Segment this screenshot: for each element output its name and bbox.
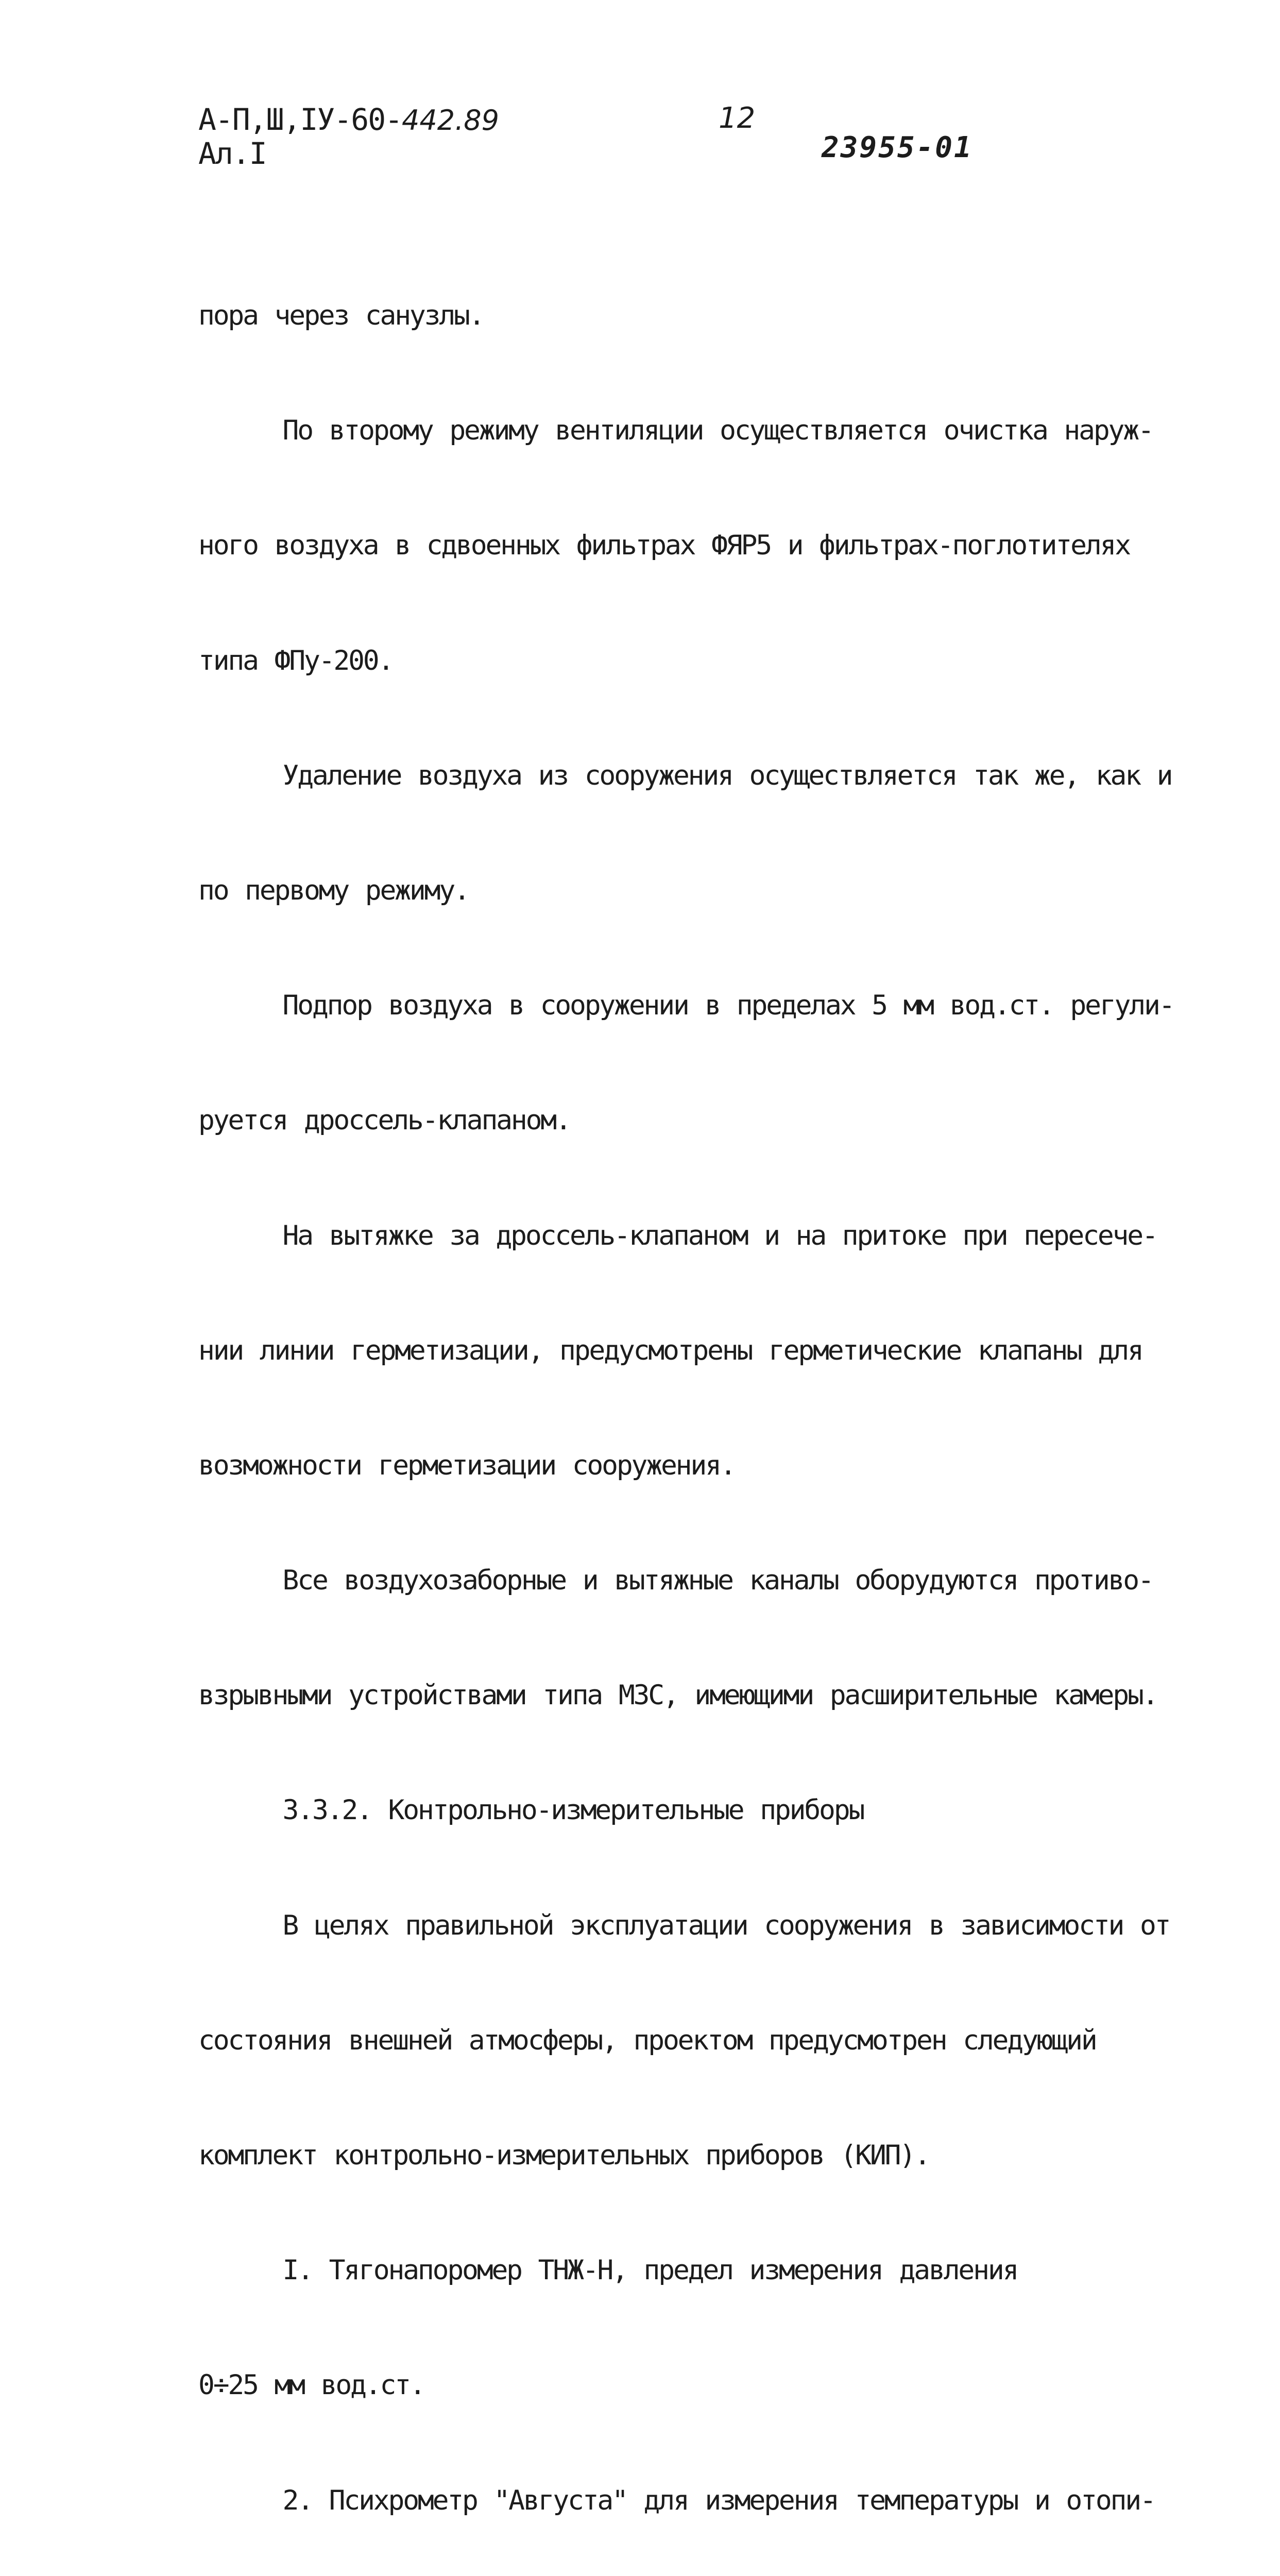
sheet-label: Ал.I [198, 136, 266, 171]
text-line: По второму режиму вентиляции осуществляется очистка наруж- [198, 415, 1153, 447]
list-item-line: I. Тягонапоромер ТНЖ-Н, предел измерения давления [198, 2255, 1018, 2286]
document-body [198, 227, 1208, 2576]
text-line: взрывными устройствами типа МЗС, имеющими расширительные камеры. [198, 1680, 1157, 1711]
page-number: 12 [719, 101, 756, 135]
text-line: Подпор воздуха в сооружении в пределах 5 мм вод.ст. регули- [198, 990, 1174, 1022]
text-line: В целях правильной эксплуатации сооружения в зависимости от [198, 1909, 1170, 1941]
text-line: нии линии герметизации, предусмотрены герметические клапаны для [198, 1334, 1142, 1366]
text-line: типа ФПу-200. [198, 645, 393, 676]
text-line: возможности герметизации сооружения. [198, 1449, 735, 1481]
list-item-line: 2. Психрометр "Августа" для измерения температуры и отопи- [198, 2484, 1155, 2516]
text-line: состояния внешней атмосферы, проектом предусмотрен следующий [198, 2024, 1096, 2056]
section-heading: 3.3.2. Контрольно-измерительные приборы [198, 1794, 864, 1826]
text-line: пора через санузлы. [198, 300, 484, 331]
text-line: ного воздуха в сдвоенных фильтрах ФЯР5 и фильтрах-поглотителях [198, 530, 1130, 562]
list-item-line: 0÷25 мм вод.ст. [198, 2369, 424, 2401]
text-line: На вытяжке за дроссель-клапаном и на притоке при пересече- [198, 1219, 1157, 1251]
text-line: руется дроссель-клапаном. [198, 1105, 570, 1137]
text-line: Удаление воздуха из сооружения осуществляется так же, как и [198, 759, 1172, 791]
document-code-handwritten: 442.89 [402, 104, 499, 137]
archive-number: 23955-01 [822, 131, 973, 164]
text-line: комплект контрольно-измерительных приборов (КИП). [198, 2140, 929, 2171]
text-line: Все воздухозаборные и вытяжные каналы оборудуются противо- [198, 1565, 1153, 1597]
text-line: по первому режиму. [198, 874, 469, 906]
document-code [198, 103, 499, 170]
document-code-typed: А-П,Ш,IУ-60- [198, 102, 402, 137]
